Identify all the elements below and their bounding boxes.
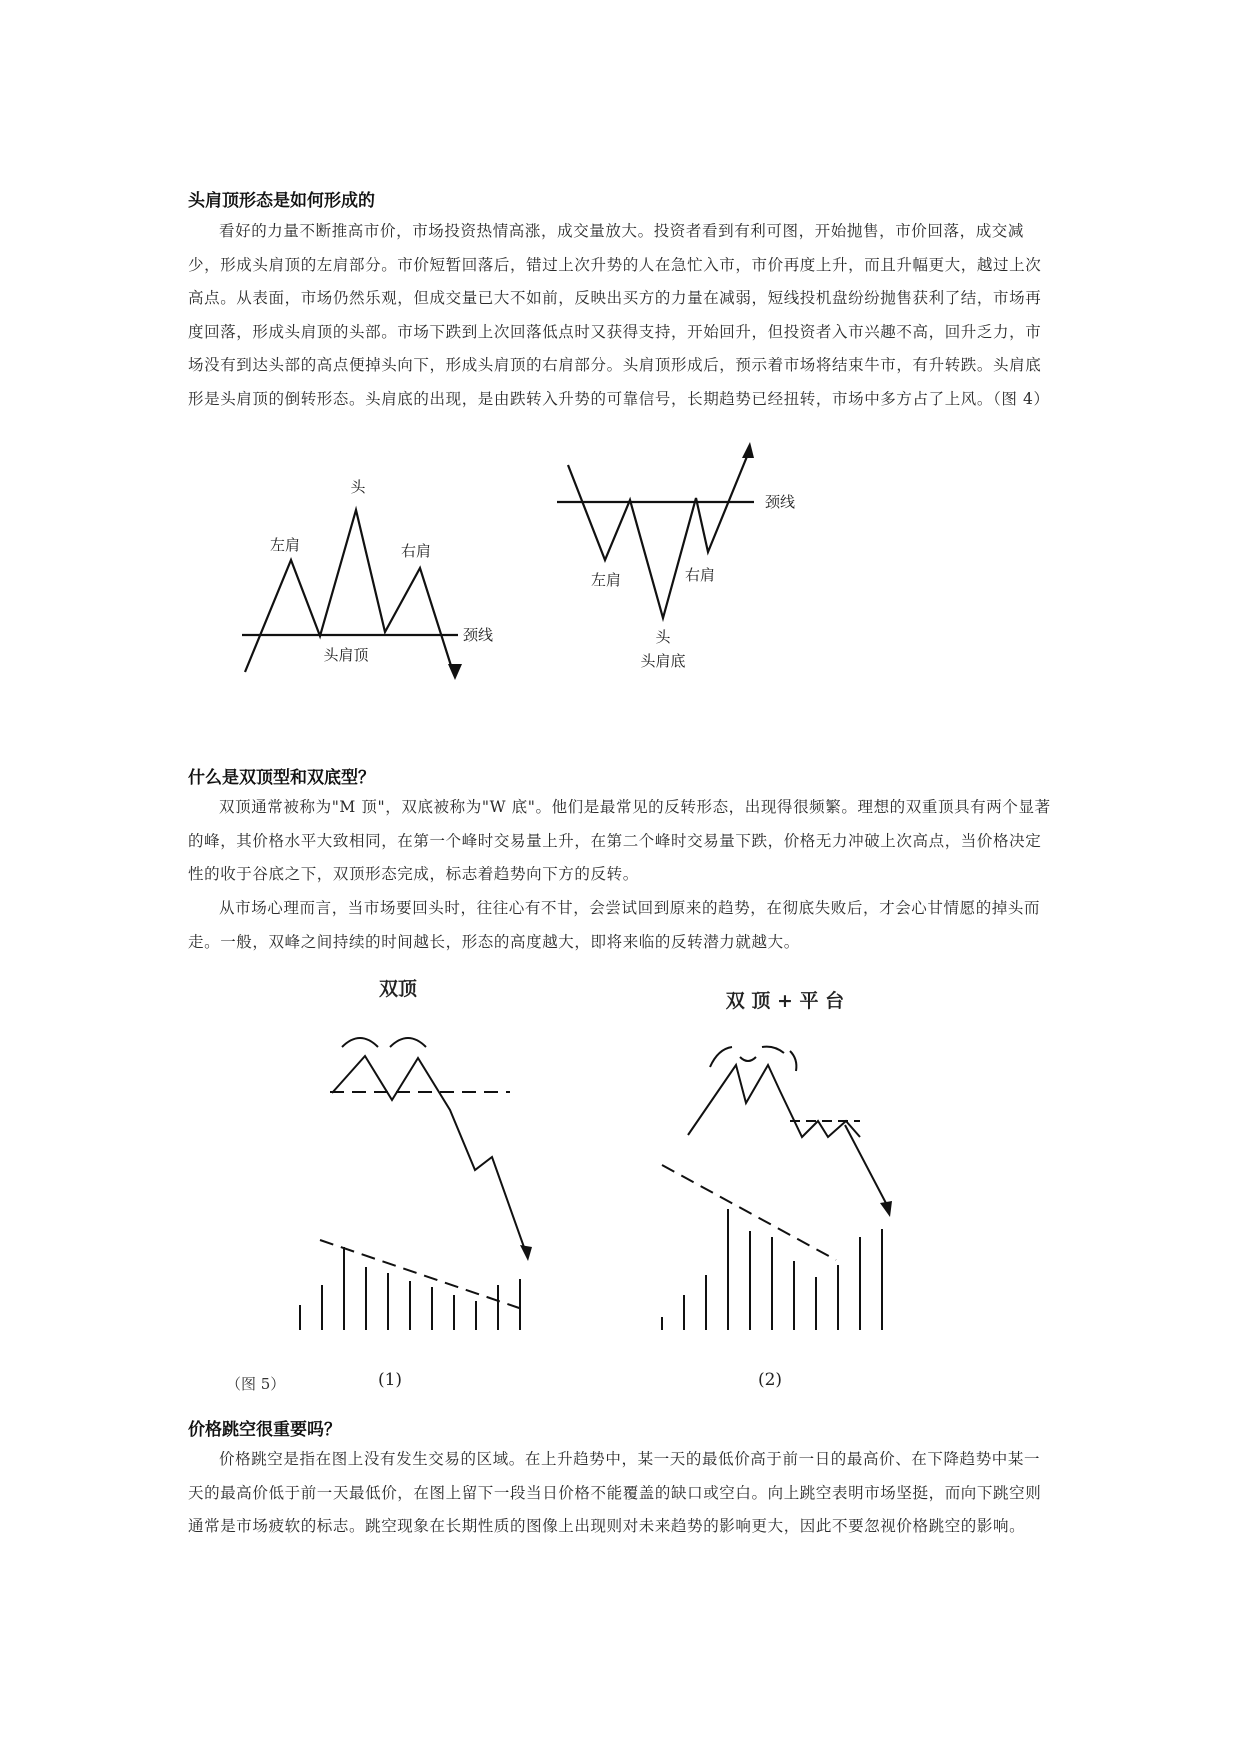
peak-arc (710, 1047, 732, 1067)
paragraph-price-gap: 价格跳空是指在图上没有发生交易的区域。在上升趋势中，某一天的最低价高于前一日的最高价、在下降趋势中某一天的最高价低于前一天最低价，在图上留下一段当日价格不能覆盖的缺口或空白。向上跳空表明市场坚挺，而向下跳空则通常是市场疲软的标志。跳空现象在长期性质的图像上出现则对未来趋势的影响更大，因此不要忽视价格跳空的影响。 (188, 1450, 1042, 1535)
volume-bars-2 (662, 1165, 882, 1330)
price-line-drop (845, 1125, 888, 1207)
down-arrow-icon (880, 1201, 892, 1217)
label-pattern-name: 头肩底 (640, 652, 686, 670)
peak-arc (390, 1038, 426, 1047)
paragraph-double-top-2: 从市场心理而言，当市场要回头时，往往心有不甘，会尝试回到原来的趋势，在彻底失败后，才会心甘情愿的掉头而走。一般，双峰之间持续的时间越长，形态的高度越大，即将来临的反转潜力就越大。 (188, 899, 1041, 951)
double-top-price (330, 1038, 532, 1261)
peak-arc (740, 1057, 756, 1061)
peak-arc (762, 1047, 784, 1053)
double-top-diagram (270, 965, 1050, 1405)
figure-double-top (270, 965, 1050, 1405)
label-neckline: 颈线 (463, 626, 494, 644)
price-line (568, 454, 748, 618)
label-left-shoulder: 左肩 (269, 536, 301, 554)
up-arrow-icon (742, 442, 754, 458)
paragraph-double-top-1: 双顶通常被称为"M 顶"，双底被称为"W 底"。他们是最常见的反转形态，出现得很频繁。理想的双重顶具有两个显著的峰，其价格水平大致相同，在第一个峰时交易量上升，在第二个峰时交易量下跌，价格无力冲破上次高点，当价格决定性的收于谷底之下，双顶形态完成，标志着趋势向下方的反转。 (188, 798, 1051, 883)
figure-caption: （图 5） (226, 1375, 286, 1393)
label-neckline: 颈线 (765, 493, 796, 511)
label-head: 头 (655, 628, 671, 646)
fig1-title: 双顶 (378, 978, 418, 1000)
peak-arc (342, 1038, 378, 1047)
volume-trend-dashed-line (320, 1240, 525, 1310)
figure-head-shoulders (230, 440, 870, 700)
label-pattern-name: 头肩顶 (323, 646, 369, 664)
fig2-label: (2) (757, 1370, 783, 1390)
head-shoulders-bottom-diagram (557, 442, 754, 618)
label-left-shoulder: 左肩 (590, 571, 622, 589)
price-line (688, 1065, 860, 1137)
label-right-shoulder: 右肩 (684, 566, 716, 584)
fig1-label: (1) (377, 1370, 403, 1390)
paragraph-head-shoulders: 看好的力量不断推高市价，市场投资热情高涨，成交量放大。投资者看到有利可图，开始抛售，市价回落，成交减少，形成头肩顶的左肩部分。市价短暂回落后，错过上次升势的人在急忙入市，市价再度上升，而且升幅更大，越过上次高点。从表面，市场仍然乐观，但成交量已大不如前，反映出买方的力量在减弱，短线投机盘纷纷抛售获利了结，市场再度回落，形成头肩顶的头部。市场下跌到上次回落低点时又获得支持，开始回升，但投资者入市兴趣不高，回升乏力，市场没有到达头部的高点便掉头向下，形成头肩顶的右肩部分。头肩顶形成后，预示着市场将结束牛市，有升转跌。头肩底形是头肩顶的倒转形态。头肩底的出现，是由跌转入升势的可靠信号，长期趋势已经扭转，市场中多方占了上风。（图 4） (188, 222, 1050, 408)
section-heading-head-shoulders: 头肩顶形态是如何形成的 (188, 191, 375, 211)
peak-arc (790, 1051, 796, 1071)
head-shoulders-diagram (230, 440, 870, 700)
fig2-title: 双 顶 + 平 台 (725, 990, 845, 1012)
label-right-shoulder: 右肩 (400, 542, 432, 560)
section-heading-double-top: 什么是双顶型和双底型？ (188, 768, 375, 788)
price-line (332, 1056, 525, 1250)
down-arrow-icon (520, 1245, 532, 1261)
volume-bars (300, 1240, 525, 1330)
label-head: 头 (350, 478, 366, 496)
down-arrow-icon (448, 664, 462, 680)
double-top-platform-price (688, 1047, 892, 1217)
section-heading-price-gap: 价格跳空很重要吗？ (188, 1420, 341, 1440)
